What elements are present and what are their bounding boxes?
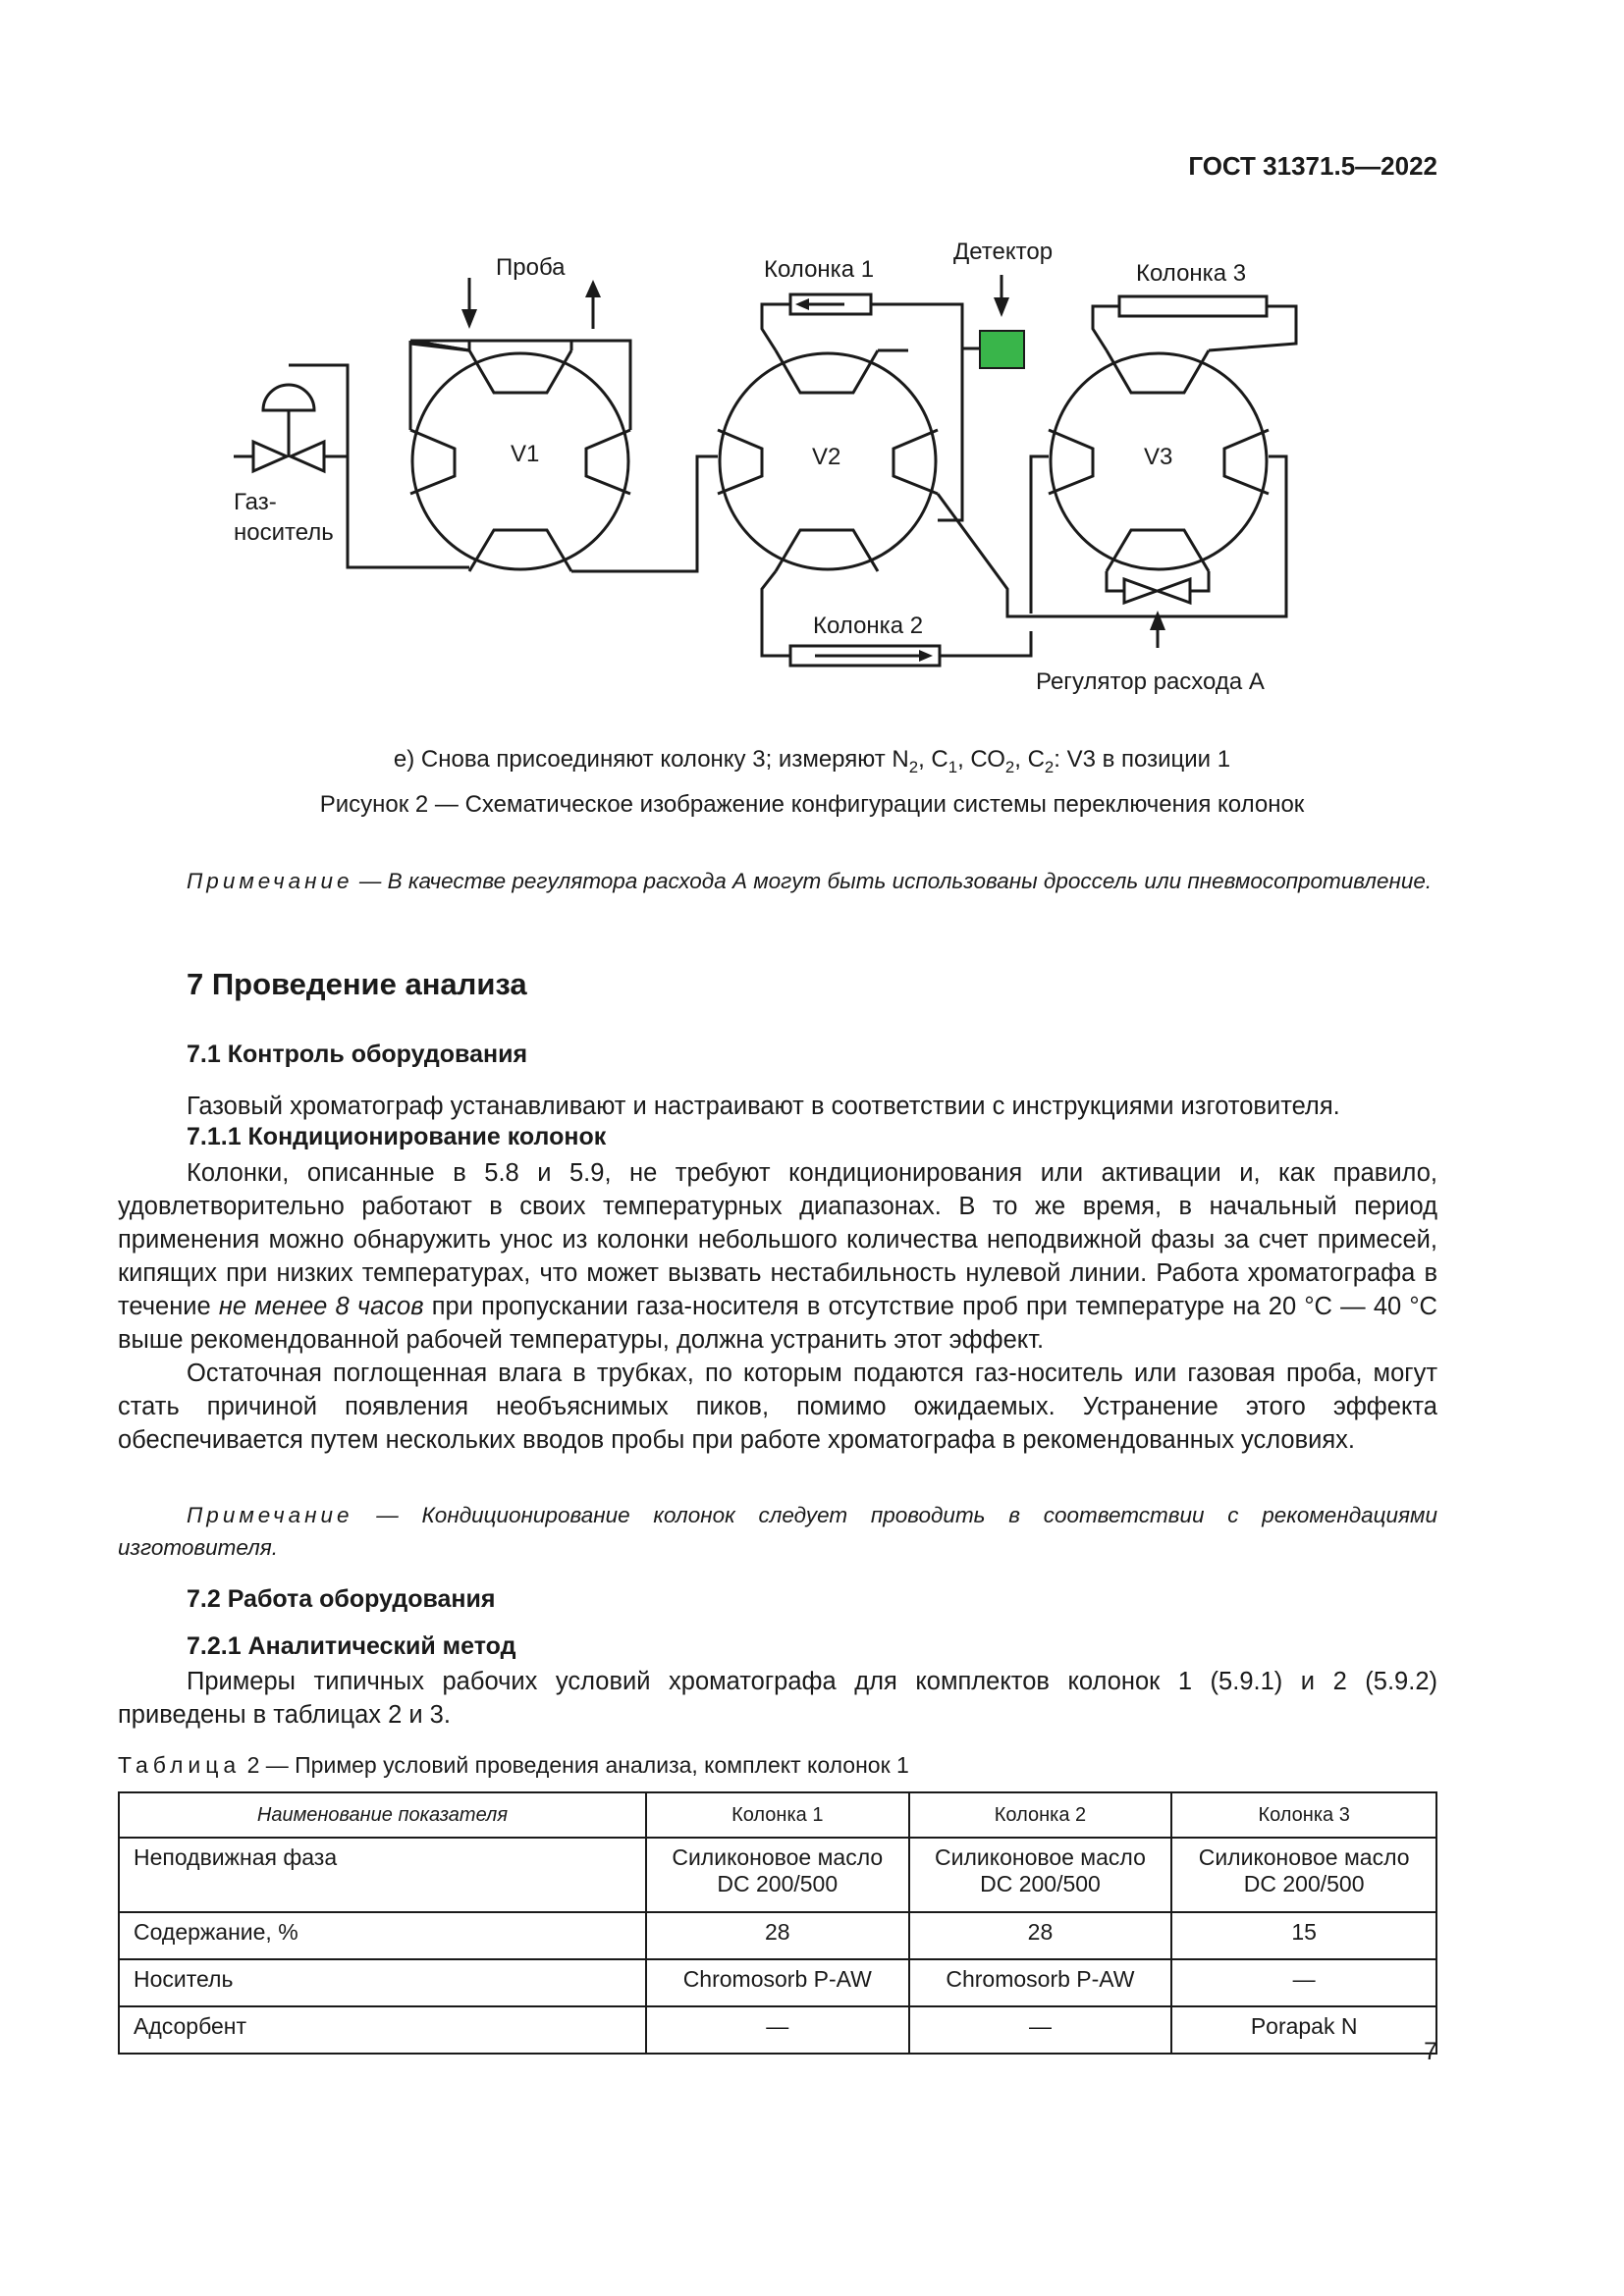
- note-conditioning: Примечание — Кондиционирование колонок следует проводить в соответствии с рекомендациями изготовителя.: [118, 1503, 1437, 1560]
- table-cell: —: [909, 2006, 1172, 2054]
- table-cell: —: [1171, 1959, 1436, 2006]
- table-2-caption: Таблица 2 — Пример условий проведения анализа, комплект колонок 1: [118, 1752, 909, 1778]
- table-2: [118, 1791, 1437, 2055]
- standard-header: ГОСТ 31371.5—2022: [1188, 151, 1437, 181]
- column-switching-diagram: [0, 0, 1624, 717]
- table-cell: Силиконовое масло DC 200/500: [646, 1838, 909, 1912]
- label-column3: Колонка 3: [1136, 260, 1247, 287]
- section-7-1-text: Газовый хроматограф устанавливают и настраивают в соответствии с инструкциями изготовителя.: [187, 1093, 1340, 1120]
- table-cell: Адсорбент: [119, 2006, 646, 2054]
- table-cell: 28: [646, 1912, 909, 1959]
- section-7-2-title: 7.2 Работа оборудования: [187, 1585, 496, 1613]
- figure-caption: Рисунок 2 — Схематическое изображение конфигурации системы переключения колонок: [319, 791, 1305, 818]
- section-7-2-1-title: 7.2.1 Аналитический метод: [187, 1632, 516, 1660]
- label-column2: Колонка 2: [813, 613, 924, 639]
- label-detector: Детектор: [953, 239, 1054, 265]
- table-cell: 15: [1171, 1912, 1436, 1959]
- label-v1: V1: [511, 441, 540, 467]
- page-number: 7: [1424, 2038, 1437, 2065]
- table-header-cell: Наименование показателя: [119, 1792, 646, 1838]
- table-cell: Силиконовое масло DC 200/500: [1171, 1838, 1436, 1912]
- table-header-cell: Колонка 3: [1171, 1792, 1436, 1838]
- table-header-cell: Колонка 1: [646, 1792, 909, 1838]
- table-header-row: [119, 1792, 1436, 1838]
- label-flow-regulator: Регулятор расхода А: [1036, 668, 1265, 695]
- section-7-2-1-text: Примеры типичных рабочих условий хроматографа для комплектов колонок 1 (5.9.1) и 2 (5.9.2) приведены в таблицах 2 и 3.: [118, 1668, 1437, 1729]
- table-cell: Porapak N: [1171, 2006, 1436, 2054]
- table-cell: Силиконовое масло DC 200/500: [909, 1838, 1172, 1912]
- section-7-1-title: 7.1 Контроль оборудования: [187, 1041, 528, 1068]
- section-7-1-1-title: 7.1.1 Кондиционирование колонок: [187, 1123, 607, 1150]
- detector-box: [980, 331, 1024, 368]
- label-sample: Проба: [496, 254, 566, 281]
- table-cell: —: [646, 2006, 909, 2054]
- table-cell: 28: [909, 1912, 1172, 1959]
- table-row: [119, 1912, 1436, 1959]
- table-cell: Неподвижная фаза: [119, 1838, 646, 1912]
- table-header-cell: Колонка 2: [909, 1792, 1172, 1838]
- label-carrier-1: Газ-: [234, 489, 277, 515]
- label-v3: V3: [1144, 444, 1173, 470]
- table-cell: Chromosorb P-AW: [646, 1959, 909, 2006]
- section-7-1-1-text: Колонки, описанные в 5.8 и 5.9, не требуют кондиционирования или активации и, как правило, удовлетворительно работают в своих температурных диапазонах. В то же время, в начальный период применения можно обнаружить унос из колонки небольшого количества неподвижной фазы за счет примесей, кипящих при низких температурах, что может вызвать нестабильность нулевой линии. Работа хроматографа в течение не менее 8 часов при пропускании газа-носителя в отсутствие проб при температуре на 20 °С — 40 °С выше рекомендованной рабочей температуры, должна устранить этот эффект. Остаточная поглощенная влага в трубках, по которым подаются газ-носитель или газовая проба, могут стать причиной появления необъяснимых пиков, помимо ожидаемых. Устранение этого эффекта обеспечивается путем нескольких вводов пробы при работе хроматографа в рекомендованных условиях.: [118, 1159, 1437, 1454]
- table-cell: Носитель: [119, 1959, 646, 2006]
- label-carrier-2: носитель: [234, 519, 334, 546]
- note-flow-regulator: Примечание — В качестве регулятора расхода А могут быть использованы дроссель или пневмосопротивление.: [187, 869, 1433, 893]
- table-row: [119, 2006, 1436, 2054]
- table-row: [119, 1838, 1436, 1912]
- table-cell: Chromosorb P-AW: [909, 1959, 1172, 2006]
- table-row: [119, 1959, 1436, 2006]
- label-v2: V2: [812, 444, 841, 470]
- figure-subcaption: е) Снова присоединяют колонку 3; измеряют $N_2$, $С_1$, $СО_2$, $С_2$: V3 в позиции 1: [393, 746, 1231, 776]
- label-column1: Колонка 1: [764, 256, 875, 283]
- table-cell: Содержание, %: [119, 1912, 646, 1959]
- section-7-title: 7 Проведение анализа: [187, 967, 527, 1001]
